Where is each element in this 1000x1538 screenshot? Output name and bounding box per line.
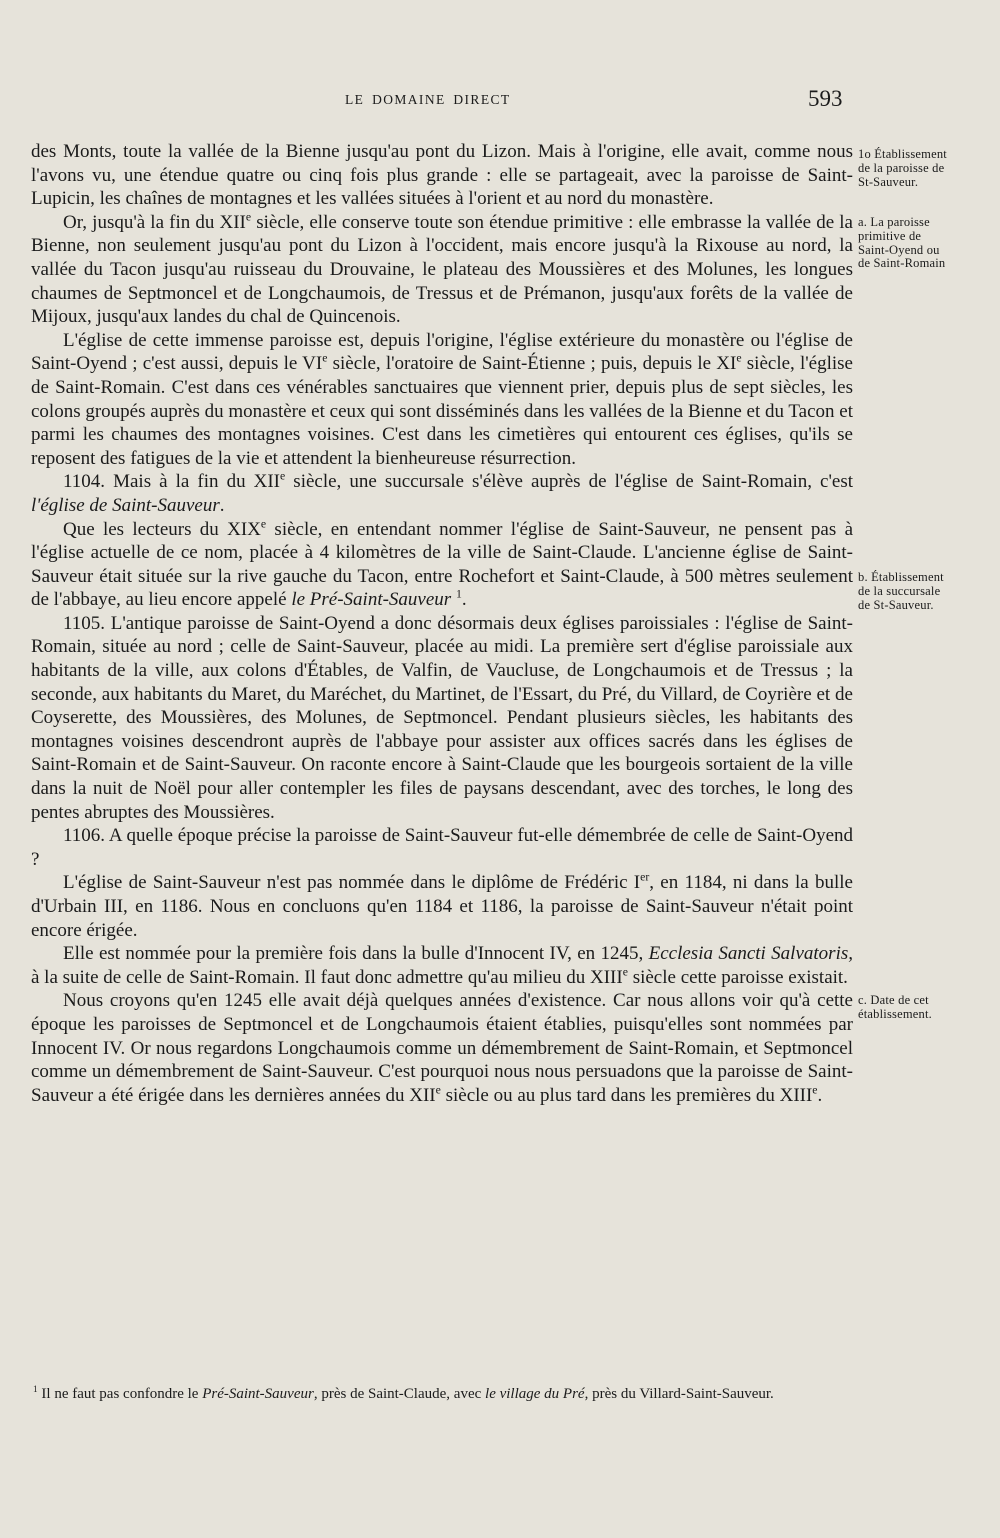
page-header bbox=[0, 86, 1000, 116]
margin-note-succursale: b. Établissement de la succursale de St-Sauveur. bbox=[858, 570, 944, 612]
page-number: 593 bbox=[808, 86, 843, 111]
margin-note-paroisse-primitive: a. La paroisse primitive de Saint-Oyend ou de Saint-Romain bbox=[858, 215, 946, 271]
footnote-marker: 1 bbox=[33, 1385, 38, 1396]
paragraph: 1105. L'antique paroisse de Saint-Oyend a donc désormais deux églises paroissiales : l'église de Saint-Romain, située au nord ; celle de Saint-Sauveur, placée au midi. La première sert d'église paroissiale aux habitants de la ville, aux colons d'Étables, de Valfin, de Vaucluse, de Longchaumois et de Tressus ; la seconde, aux habitants du Maret, du Maréchet, du Martinet, de l'Essart, du Pré, du Villard, de Coyrière et de Coyserette, des Moussières, des Molunes, de Septmoncel. Pendant plusieurs siècles, les habitants des montagnes voisines descendront auprès de l'abbaye pour assister aux offices sacrés dans les églises de Saint-Romain et de Saint-Sauveur. On raconte encore à Saint-Claude que les bourgeois sortaient de la ville dans la nuit de Noël pour aller contempler les files de paysans descendant, avec des torches, le long des pentes abruptes des Moussières. bbox=[31, 612, 853, 823]
footnote: $^1$ Il ne faut pas confondre le Pré-Saint-Sauveur, près de Saint-Claude, avec le village du Pré, près du Villard-Saint-Sauveur. bbox=[33, 1385, 774, 1402]
running-title: LE DOMAINE DIRECT bbox=[345, 92, 511, 107]
paragraph: Or, jusqu'à la fin du XIIe siècle, elle conserve toute son étendue primitive : elle embrasse la vallée de la Bienne, non seulement jusqu'au pont du Lizon à l'occident, mais encore jusqu'à la Rixouse au nord, la vallée du Tacon jusqu'au ruisseau du Drouvaine, le plateau des Moussières et des Molunes, les longues chaumes de Septmoncel et de Longchaumois, de Tressus et de Prémanon, jusqu'aux forêts de la vallée de Mijoux, jusqu'aux landes du chal de Quincenois. bbox=[31, 210, 853, 328]
paragraph: Que les lecteurs du XIXe siècle, en entendant nommer l'église de Saint-Sauveur, ne pensent pas à l'église actuelle de ce nom, placée à 4 kilomètres de la ville de Saint-Claude. L'ancienne église de Saint-Sauveur était située sur la rive gauche du Tacon, entre Rochefort et Saint-Claude, à 500 mètres seulement de l'abbaye, au lieu encore appelé le Pré-Saint-Sauveur $^1$. bbox=[31, 517, 853, 611]
paragraph: Nous croyons qu'en 1245 elle avait déjà quelques années d'existence. Car nous allons voir qu'à cette époque les paroisses de Septmoncel et de Longchaumois étaient établies, puisqu'elles sont nommées par Innocent IV. Or nous regardons Longchaumois comme un démembrement de Saint-Romain, et Septmoncel comme un démembrement de Saint-Sauveur. C'est pourquoi nous nous persuadons que la paroisse de Saint-Sauveur a été érigée dans les dernières années du XIIe siècle ou au plus tard dans les premières du XIIIe. bbox=[31, 990, 853, 1106]
paragraph: 1106. A quelle époque précise la paroisse de Saint-Sauveur fut-elle démembrée de celle de Saint-Oyend ? bbox=[31, 825, 853, 870]
margin-note-etablissement: 1o Établissement de la paroisse de St-Sauveur. bbox=[858, 147, 947, 189]
main-text bbox=[31, 140, 853, 1107]
paragraph: L'église de Saint-Sauveur n'est pas nommée dans le diplôme de Frédéric Ier, en 1184, ni dans la bulle d'Urbain III, en 1186. Nous en concluons qu'en 1184 et 1186, la paroisse de Saint-Sauveur n'était point encore érigée. bbox=[31, 871, 853, 941]
margin-note-date: c. Date de cet établissement. bbox=[858, 993, 932, 1021]
paragraph: 1104. Mais à la fin du XIIe siècle, une succursale s'élève auprès de l'église de Saint-Romain, c'est l'église de Saint-Sauveur. bbox=[31, 470, 853, 516]
paragraph: Elle est nommée pour la première fois dans la bulle d'Innocent IV, en 1245, Ecclesia Sancti Salvatoris, à la suite de celle de Saint-Romain. Il faut donc admettre qu'au milieu du XIIIe siècle cette paroisse existait. bbox=[31, 943, 853, 988]
footnote-reference: 1 bbox=[455, 587, 462, 601]
paragraph: L'église de cette immense paroisse est, depuis l'origine, l'église extérieure du monastère ou l'église de Saint-Oyend ; c'est aussi, depuis le VIe siècle, l'oratoire de Saint-Étienne ; puis, depuis le XIe siècle, l'église de Saint-Romain. C'est dans ces vénérables sanctuaires que viennent prier, depuis plus de sept siècles, les colons groupés auprès du monastère et ceux qui sont disséminés dans les vallées de la Bienne et du Tacon et parmi les chaumes des montagnes voisines. C'est dans les cimetières qui entourent ces églises, qu'ils se reposent des fatigues de la vie et attendent la bienheureuse résurrection. bbox=[31, 329, 853, 469]
paragraph: des Monts, toute la vallée de la Bienne jusqu'au pont du Lizon. Mais à l'origine, elle avait, comme nous l'avons vu, une étendue quatre ou cinq fois plus grande : elle se partageait, avec la paroisse de Saint-Lupicin, les chaînes de montagnes et les vallées situées à l'orient et au nord du monastère. bbox=[31, 141, 853, 210]
